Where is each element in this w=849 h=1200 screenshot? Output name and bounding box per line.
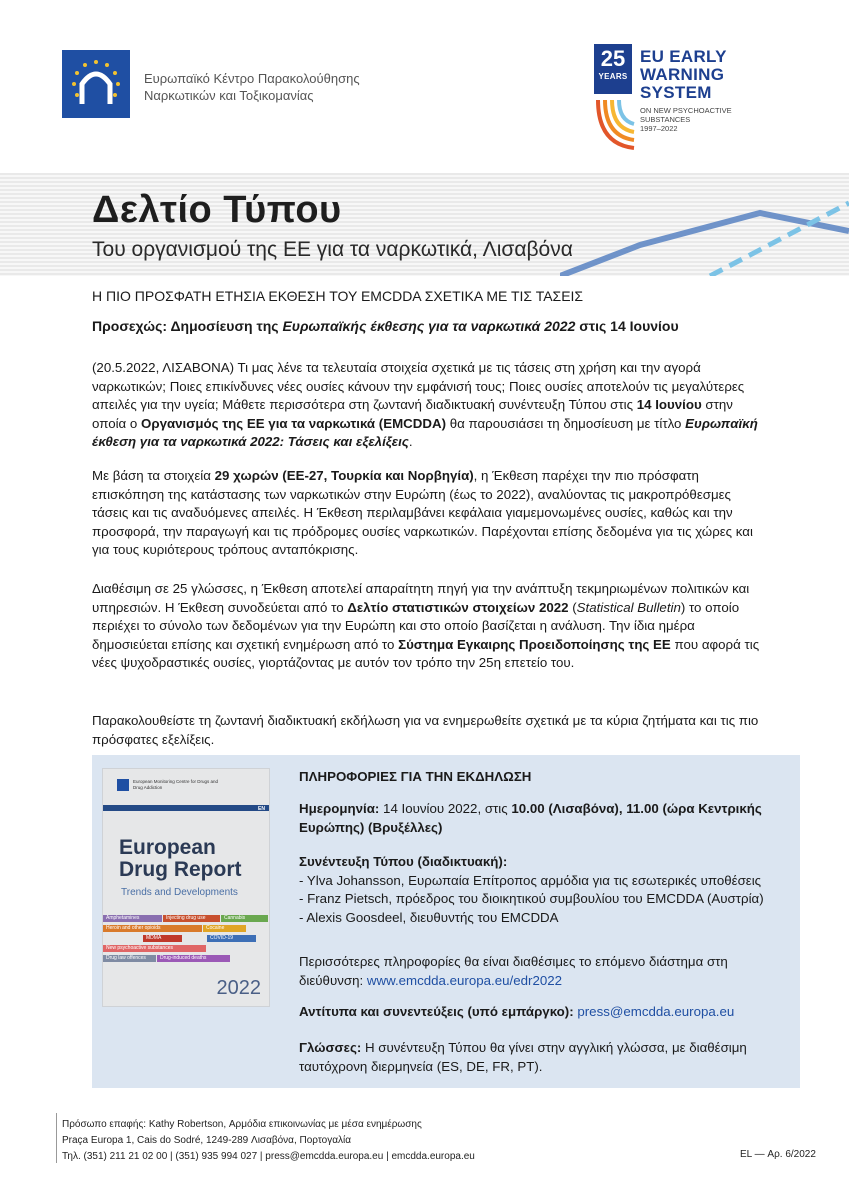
cover-topic-bar: COVID-19: [207, 935, 256, 942]
ews-badge-years: YEARS: [598, 72, 628, 81]
footer-divider: [56, 1113, 57, 1163]
organization-name-line-2: Ναρκωτικών και Τοξικομανίας: [144, 88, 314, 103]
emcdda-logo-icon: [62, 50, 130, 118]
more-info: [299, 953, 789, 990]
press-contact: [299, 1003, 789, 1022]
text-run: Διαθέσιμη σε 25 γλώσσες, η Έκθεση αποτελεί απαραίτητη πηγή για την ανάπτυξη τεκμηριωμένων πολιτικών και υπηρεσιών. Η Έκθεση συνοδεύεται από το: [92, 581, 750, 615]
text-run: Ευρωπαϊκή έκθεση για τα ναρκωτικά 2022: Τάσεις και εξελίξεις: [92, 415, 758, 450]
footer-line: Praça Europa 1, Cais do Sodré, 1249-289 Λισαβόνα, Πορτογαλία: [62, 1135, 351, 1146]
speaker-item: - Alexis Goosdeel, διευθυντής του EMCDDA: [299, 909, 559, 925]
ews-rings-icon: [594, 96, 638, 152]
banner-decoration: [560, 173, 849, 276]
paragraph-languages: [92, 580, 768, 673]
footer-contact: [62, 1117, 475, 1165]
subheadline: [92, 318, 679, 334]
cover-topic-bar: Drug-induced deaths: [157, 955, 230, 962]
paragraph-countries: [92, 467, 768, 560]
text-run: .: [408, 434, 413, 450]
press-label: Αντίτυπα και συνεντεύξεις (υπό εμπάργκο):: [299, 1004, 574, 1019]
banner-title: Δελτίο Τύπου: [92, 189, 342, 231]
subheadline-part: στις 14 Ιουνίου: [575, 318, 679, 334]
text-run: Η συνέντευξη Τύπου θα γίνει στην αγγλική γλώσσα, με διαθέσιμη ταυτόχρονη διερμηνεία (ES, DE, FR, PT).: [299, 1040, 747, 1074]
languages-info: [299, 1039, 789, 1076]
headline: Η ΠΙΟ ΠΡΟΣΦΑΤΗ ΕΤΗΣΙΑ ΕΚΘΕΣΗ ΤΟΥ EMCDDA ΣΧΕΤΙΚΑ ΜΕ ΤΙΣ ΤΑΣΕΙΣ: [92, 288, 584, 304]
cover-topic-bar: Drug law offences: [103, 955, 156, 962]
cover-title: [119, 837, 242, 881]
text-run: 14 Ιουνίου: [636, 397, 702, 413]
ews-subtitle-line-1: ON NEW PSYCHOACTIVE: [640, 106, 732, 115]
text-run: (: [568, 599, 577, 615]
organization-name-line-1: Ευρωπαϊκό Κέντρο Παρακολούθησης: [144, 71, 360, 86]
cover-language: EN: [258, 806, 265, 812]
page-number: EL — Αρ. 6/2022: [740, 1149, 816, 1160]
speaker-item: - Franz Pietsch, πρόεδρος του διοικητικού συμβουλίου του EMCDDA (Αυστρία): [299, 891, 764, 907]
ews-title: [640, 48, 727, 102]
ews-subtitle-line-3: 1997–2022: [640, 124, 678, 133]
cover-subtitle: Trends and Developments: [121, 887, 238, 898]
text-run: , η Έκθεση παρέχει την πιο πρόσφατη επισκόπηση της κατάστασης των ναρκωτικών στην Ευρώπη (έως το 2022), αναλύοντας τις μακροπρόθεσμες τάσεις και τις αναδυόμενες απειλές. Η Έκθεση περιλαμβάνει κεφάλαια γιαμεμονωμένες ουσίες, καθώς και την προσφορά, την παραγωγή και τις πρόδρομες ουσίες ναρκωτικών. Παρέχονται επίσης δεδομένα για τις χώρες και για τους κυριότερους τρόπους ανταπόκρισης.: [92, 468, 753, 558]
cover-topic-bar: Amphetamines: [103, 915, 162, 922]
cover-year: 2022: [216, 977, 261, 999]
cover-title-line-1: European: [119, 836, 216, 859]
text-run: 29 χωρών (ΕΕ-27, Τουρκία και Νορβηγία): [214, 468, 474, 483]
subheadline-report-title: Ευρωπαϊκής έκθεσης για τα ναρκωτικά 2022: [282, 318, 576, 334]
edr2022-link[interactable]: www.emcdda.europa.eu/edr2022: [366, 972, 563, 988]
languages-label: Γλώσσες:: [299, 1040, 362, 1055]
text-run: 14 Ιουνίου 2022, στις: [379, 801, 512, 816]
cover-topic-bars: [103, 915, 269, 965]
subheadline-part: Προσεχώς: Δημοσίευση της: [92, 318, 283, 334]
text-run: (20.5.2022, ΛΙΣΑΒΟΝΑ) Τι μας λένε τα τελευταία στοιχεία σχετικά με τις τάσεις στη χρήση και την αγορά ναρκωτικών; Ποιες επικίνδυνες νέες ουσίες κάνουν την εμφάνισή τους; Ποιες ουσίες αποτελούν τις μεγαλύτερες απειλές για την υγεία; Μάθετε περισσότερα στη ζωντανή διαδικτυακή συνέντευξη Τύπου στις: [92, 360, 745, 413]
event-date: [299, 800, 789, 837]
cover-topic-bar: Heroin and other opioids: [103, 925, 202, 932]
text-run: Statistical Bulletin: [576, 599, 681, 615]
cover-topic-bar: Cannabis: [221, 915, 268, 922]
paragraph-intro: [92, 359, 768, 452]
text-run: που αφορά τις νέες ψυχοδραστικές ουσίες, γιορτάζοντας με αυτόν τον τρόπο την 25η επετείο του.: [92, 636, 760, 671]
footer-line: Πρόσωπο επαφής: Kathy Robertson, Αρμόδια επικοινωνίας με μέσα ενημέρωσης: [62, 1119, 422, 1130]
text-run: Οργανισμός της ΕΕ για τα ναρκωτικά (EMCDDA): [141, 415, 447, 431]
report-cover-image: [102, 768, 270, 1007]
organization-name: [144, 70, 360, 104]
text-run: ) το οποίο περιέχει το σύνολο των δεδομένων για την Ευρώπη και στο οποίο βασίζεται η ανάλυση. Την ίδια ημέρα δημοσιεύεται επίσης και σχετική ενημέρωση από το: [92, 599, 740, 652]
footer-line: Τηλ. (351) 211 21 02 00 | (351) 935 994 027 | press@emcdda.europa.eu | emcdda.europa.eu: [62, 1151, 475, 1162]
ews-title-line-1: EU EARLY: [640, 47, 727, 66]
cover-topic-bar: New psychoactive substances: [103, 945, 206, 952]
ews-title-line-3: SYSTEM: [640, 83, 712, 102]
text-run: Δελτίο στατιστικών στοιχείων 2022: [347, 599, 569, 615]
cover-topic-bar: Injecting drug use: [163, 915, 220, 922]
paragraph-follow: Παρακολουθείστε τη ζωντανή διαδικτυακή εκδήλωση για να ενημερωθείτε σχετικά με τα κύρια ζητήματα και τις πιο πρόσφατες εξελίξεις.: [92, 713, 759, 747]
cover-strip: [103, 805, 269, 811]
text-run: Σύστημα Εγκαιρης Προειδοποίησης της ΕΕ: [398, 636, 671, 652]
ews-badge: [594, 44, 632, 94]
banner-subtitle: Του οργανισμού της ΕΕ για τα ναρκωτικά, Λισαβόνα: [92, 238, 573, 261]
press-email-link[interactable]: press@emcdda.europa.eu: [577, 1004, 735, 1019]
ews-subtitle: [640, 106, 732, 133]
emcdda-logo: [62, 50, 130, 118]
cover-org: European Monitoring Centre for Drugs and Drug Addiction: [133, 779, 219, 790]
text-run: θα παρουσιάσει τη δημοσίευση με τίτλο: [446, 415, 686, 431]
press-conference-speakers: [299, 853, 789, 927]
ews-title-line-2: WARNING: [640, 65, 725, 84]
event-info-heading: ΠΛΗΡΟΦΟΡΙΕΣ ΓΙΑ ΤΗΝ ΕΚΔΗΛΩΣΗ: [299, 769, 532, 784]
conference-label: Συνέντευξη Τύπου (διαδικτυακή):: [299, 854, 508, 869]
text-run: 10.00 (Λισαβόνα), 11.00 (ώρα Κεντρικής Ευρώπης) (Βρυξέλλες): [299, 801, 762, 835]
ews-subtitle-line-2: SUBSTANCES: [640, 115, 691, 124]
cover-logo: [117, 779, 129, 791]
cover-topic-bar: Cocaine: [203, 925, 246, 932]
text-run: Με βάση τα στοιχεία: [92, 468, 215, 483]
text-run: Περισσότερες πληροφορίες θα είναι διαθέσιμες το επόμενο διάστημα στη διεύθυνση:: [299, 954, 728, 988]
cover-title-line-2: Drug Report: [119, 858, 242, 881]
ews-25-years-logo: [594, 44, 784, 154]
date-label: Ημερομηνία:: [299, 801, 380, 816]
speaker-item: - Ylva Johansson, Ευρωπαία Επίτροπος αρμόδια για τις εσωτερικές υποθέσεις: [299, 872, 762, 888]
ews-badge-number: 25: [600, 46, 626, 71]
cover-topic-bar: MDMA: [143, 935, 182, 942]
text-run: στην οποία ο: [92, 397, 733, 431]
